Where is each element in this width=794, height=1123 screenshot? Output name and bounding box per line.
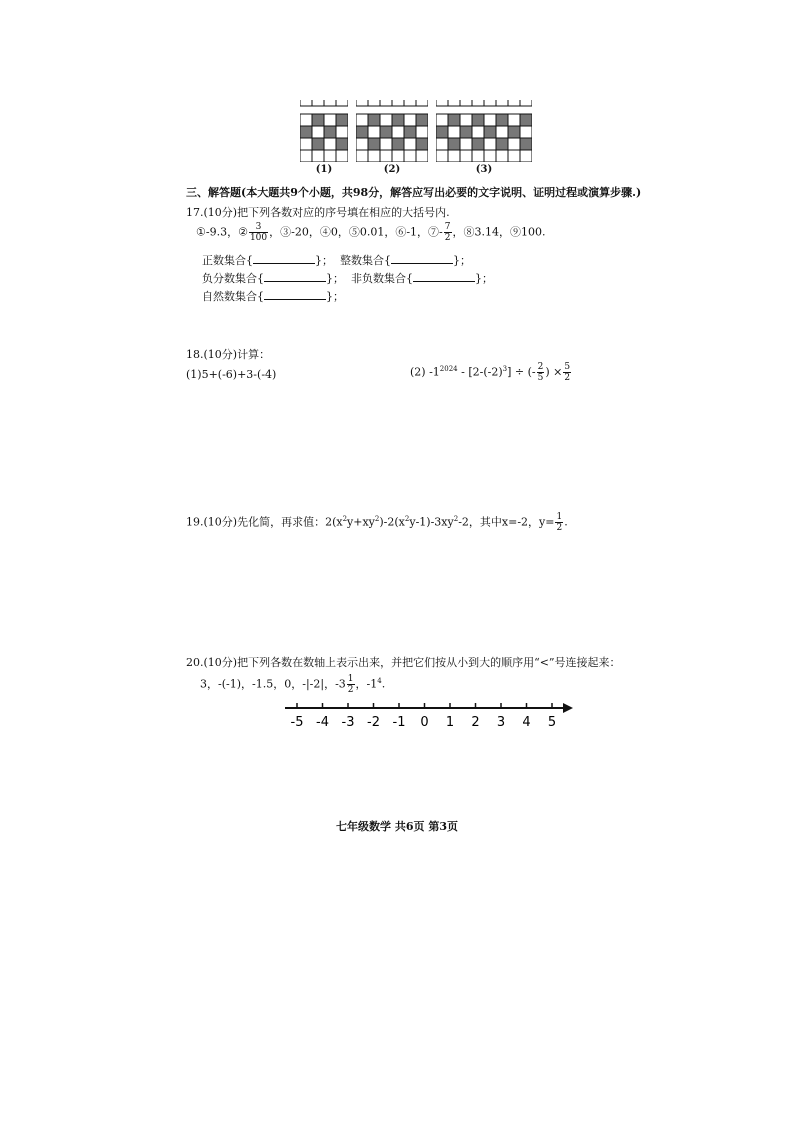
pattern-cell — [336, 138, 348, 150]
pattern-figure-3 — [436, 100, 532, 175]
pattern-cell — [404, 126, 416, 138]
number-line-tick-label: -1 — [392, 715, 406, 730]
pattern-cell — [380, 138, 392, 150]
exponent: 2 — [404, 514, 410, 523]
pattern-cell — [324, 126, 336, 138]
q19-end: . — [564, 515, 568, 529]
number-line-tick-label: 0 — [420, 715, 429, 730]
number-line-tick-label: -2 — [367, 715, 380, 730]
pattern-cell — [300, 150, 312, 162]
q17-numbers — [196, 222, 545, 243]
pattern-cell — [368, 150, 380, 162]
q19-frac — [555, 512, 563, 533]
pattern-cell — [520, 150, 532, 162]
pattern-cell — [436, 126, 448, 138]
exponent: 3 — [502, 364, 508, 373]
q19-part-b: y+xy — [347, 515, 375, 529]
frac-denominator: 2 — [444, 233, 451, 243]
pattern-cell — [448, 138, 460, 150]
frac-denominator: 100 — [249, 233, 268, 243]
exponent: 2 — [374, 514, 380, 523]
pattern-cell — [336, 150, 348, 162]
pattern-cell — [416, 138, 428, 150]
pattern-cell — [312, 126, 324, 138]
answer-blank-integer[interactable] — [391, 253, 453, 264]
pattern-figure-1 — [300, 100, 348, 175]
pattern-cell — [484, 100, 496, 106]
pattern-cell — [404, 150, 416, 162]
pattern-cell — [300, 138, 312, 150]
pattern-cell — [392, 126, 404, 138]
q17-row-1 — [202, 252, 471, 268]
pattern-cell — [448, 100, 460, 106]
q18-part2 — [410, 362, 572, 383]
pattern-cell — [496, 138, 508, 150]
frac-numerator: 5 — [564, 362, 571, 372]
number-line-tick-label: 3 — [496, 715, 506, 730]
pattern-cell — [520, 126, 532, 138]
pattern-cell — [436, 100, 448, 106]
exponent: 2 — [453, 514, 459, 523]
pattern-cell — [508, 150, 520, 162]
pattern-cell — [380, 100, 392, 106]
pattern-cell — [336, 126, 348, 138]
number-line-tick-label: -3 — [341, 715, 355, 730]
pattern-cell — [312, 150, 324, 162]
pattern-figures — [300, 100, 540, 180]
pattern-cell — [508, 138, 520, 150]
pattern-cell — [416, 100, 428, 106]
answer-blank-nonnegative[interactable] — [413, 271, 475, 282]
pattern-cell — [368, 126, 380, 138]
set-natural-label: 自然数集合{ — [202, 290, 264, 303]
number-line — [285, 700, 575, 740]
q18-stem: 18.(10分)计算： — [186, 348, 271, 361]
pattern-cell — [448, 150, 460, 162]
pattern-cell — [436, 138, 448, 150]
set-close: }； — [453, 254, 471, 267]
number-line-tick-label: 2 — [471, 715, 480, 730]
q18-part1: (1)5+(-6)+3-(-4) — [186, 368, 277, 381]
pattern-cell — [460, 100, 472, 106]
pattern-cell — [300, 100, 312, 106]
pattern-cell — [392, 138, 404, 150]
pattern-cell — [520, 114, 532, 126]
set-close: }； — [326, 290, 344, 303]
pattern-cell — [324, 138, 336, 150]
answer-blank-negative-fraction[interactable] — [264, 271, 326, 282]
pattern-cell — [436, 114, 448, 126]
pattern-cell — [392, 100, 404, 106]
pattern-cell — [508, 114, 520, 126]
pattern-cell — [324, 100, 336, 106]
pattern-cell — [484, 114, 496, 126]
pattern-cell — [392, 114, 404, 126]
pattern-cell — [484, 150, 496, 162]
pattern-cell — [520, 138, 532, 150]
frac-denominator: 5 — [537, 373, 544, 383]
pattern-cell — [312, 114, 324, 126]
q17-nums-b: ，③-20，④0，⑤0.01，⑥-1，⑦- — [269, 225, 443, 239]
q17-row-2 — [202, 270, 493, 286]
pattern-cell — [460, 114, 472, 126]
set-positive-label: 正数集合{ — [202, 254, 253, 267]
pattern-cell — [508, 100, 520, 106]
pattern-cell — [392, 150, 404, 162]
pattern-cell — [460, 138, 472, 150]
pattern-cell — [460, 126, 472, 138]
answer-blank-positive[interactable] — [253, 253, 315, 264]
pattern-cell — [380, 114, 392, 126]
pattern-cell — [356, 114, 368, 126]
pattern-cell — [356, 100, 368, 106]
figure-label-2: (2) — [383, 164, 401, 175]
pattern-cell — [404, 138, 416, 150]
figure-label-3: (3) — [475, 164, 493, 175]
pattern-cell — [472, 114, 484, 126]
q17-nums-c: ，⑧3.14，⑨100. — [452, 225, 546, 239]
pattern-cell — [448, 114, 460, 126]
exponent: 2024 — [439, 364, 458, 373]
q20-nums-a: 3，-(-1)，-1.5，0，-|-2|，-3 — [200, 677, 346, 691]
frac-denominator: 2 — [556, 523, 563, 533]
set-negative-fraction-label: 负分数集合{ — [202, 272, 264, 285]
pattern-cell — [484, 138, 496, 150]
number-line-tick-label: -4 — [316, 715, 329, 730]
pattern-cell — [368, 138, 380, 150]
section-heading: 三、解答题(本大题共9个小题，共98分，解答应写出必要的文字说明、证明过程或演算步骤.) — [186, 186, 642, 199]
number-line-svg — [285, 700, 575, 736]
number-line-tick-label: 1 — [445, 715, 455, 730]
set-close: }； — [475, 272, 493, 285]
q17-nums-a: ①-9.3，② — [196, 225, 248, 239]
pattern-cell — [496, 100, 508, 106]
pattern-cell — [508, 126, 520, 138]
pattern-cell — [472, 150, 484, 162]
frac-numerator: 1 — [556, 512, 563, 522]
figure-label-1: (1) — [315, 164, 333, 175]
q20-numbers — [200, 674, 385, 695]
pattern-cell — [496, 126, 508, 138]
pattern-cell — [380, 150, 392, 162]
pattern-cell — [496, 114, 508, 126]
pattern-cell — [312, 138, 324, 150]
set-integer-label: 整数集合{ — [340, 254, 391, 267]
number-line-tick-label: 5 — [547, 715, 557, 730]
pattern-cell — [300, 126, 312, 138]
q17-row-3 — [202, 288, 344, 304]
q19-part-e: -2，其中x=-2，y= — [458, 515, 555, 529]
pattern-cell — [416, 150, 428, 162]
pattern-cell — [404, 100, 416, 106]
q17-frac1 — [249, 222, 268, 243]
pattern-cell — [300, 114, 312, 126]
q19-part-a: 19.(10分)先化简，再求值：2(x — [186, 515, 343, 529]
pattern-cell — [356, 126, 368, 138]
pattern-cell — [380, 126, 392, 138]
pattern-cell — [324, 150, 336, 162]
frac-numerator: 2 — [537, 362, 544, 372]
pattern-cell — [324, 114, 336, 126]
q18-frac1 — [537, 362, 545, 383]
frac-denominator: 2 — [347, 685, 354, 695]
pattern-cell — [436, 150, 448, 162]
exponent: 4 — [377, 676, 382, 685]
exponent: 2 — [342, 514, 348, 523]
pattern-cell — [416, 126, 428, 138]
q20-nums-c: . — [381, 677, 386, 691]
q18-part2-a: (2) -1 — [410, 365, 440, 379]
set-close: }； — [315, 254, 333, 267]
q17-frac2 — [444, 222, 452, 243]
q18-frac2 — [563, 362, 571, 383]
number-line-tick-label: 4 — [522, 715, 531, 730]
pattern-cell — [496, 150, 508, 162]
set-nonnegative-label: 非负数集合{ — [351, 272, 413, 285]
frac-numerator: 1 — [347, 674, 354, 684]
pattern-cell — [520, 100, 532, 106]
pattern-cell — [336, 114, 348, 126]
q19-part-c: )-2(x — [379, 515, 405, 529]
q18-part2-b: - [2-(-2) — [457, 365, 503, 379]
q18-part2-d: ) × — [545, 365, 563, 379]
pattern-cell — [336, 100, 348, 106]
pattern-figure-2 — [356, 100, 428, 175]
pattern-cell — [368, 100, 380, 106]
pattern-cell — [356, 150, 368, 162]
number-line-tick-label: -5 — [290, 715, 304, 730]
q19-part-d: y-1)-3xy — [409, 515, 454, 529]
set-close: }； — [326, 272, 344, 285]
pattern-cell — [472, 126, 484, 138]
frac-denominator: 2 — [564, 373, 571, 383]
pattern-cell — [312, 100, 324, 106]
q20-frac — [347, 674, 355, 695]
pattern-cell — [404, 114, 416, 126]
frac-numerator: 7 — [444, 222, 451, 232]
q18-part2-c: ] ÷ (- — [507, 365, 536, 379]
pattern-cell — [448, 126, 460, 138]
pattern-cell — [484, 126, 496, 138]
pattern-cell — [472, 100, 484, 106]
q20-stem: 20.(10分)把下列各数在数轴上表示出来，并把它们按从小到大的顺序用“<”号连接起来： — [186, 656, 621, 669]
frac-numerator: 3 — [249, 222, 268, 233]
pattern-cell — [416, 114, 428, 126]
page-footer: 七年级数学 共6页 第3页 — [336, 820, 458, 833]
pattern-cell — [472, 138, 484, 150]
pattern-cell — [460, 150, 472, 162]
pattern-cell — [356, 138, 368, 150]
pattern-cell — [368, 114, 380, 126]
q17-stem: 17.(10分)把下列各数对应的序号填在相应的大括号内. — [186, 206, 450, 219]
q19-text — [186, 512, 568, 533]
q20-nums-b: ，-1 — [355, 677, 378, 691]
answer-blank-natural[interactable] — [264, 289, 326, 300]
arrow-right-icon — [563, 703, 573, 713]
